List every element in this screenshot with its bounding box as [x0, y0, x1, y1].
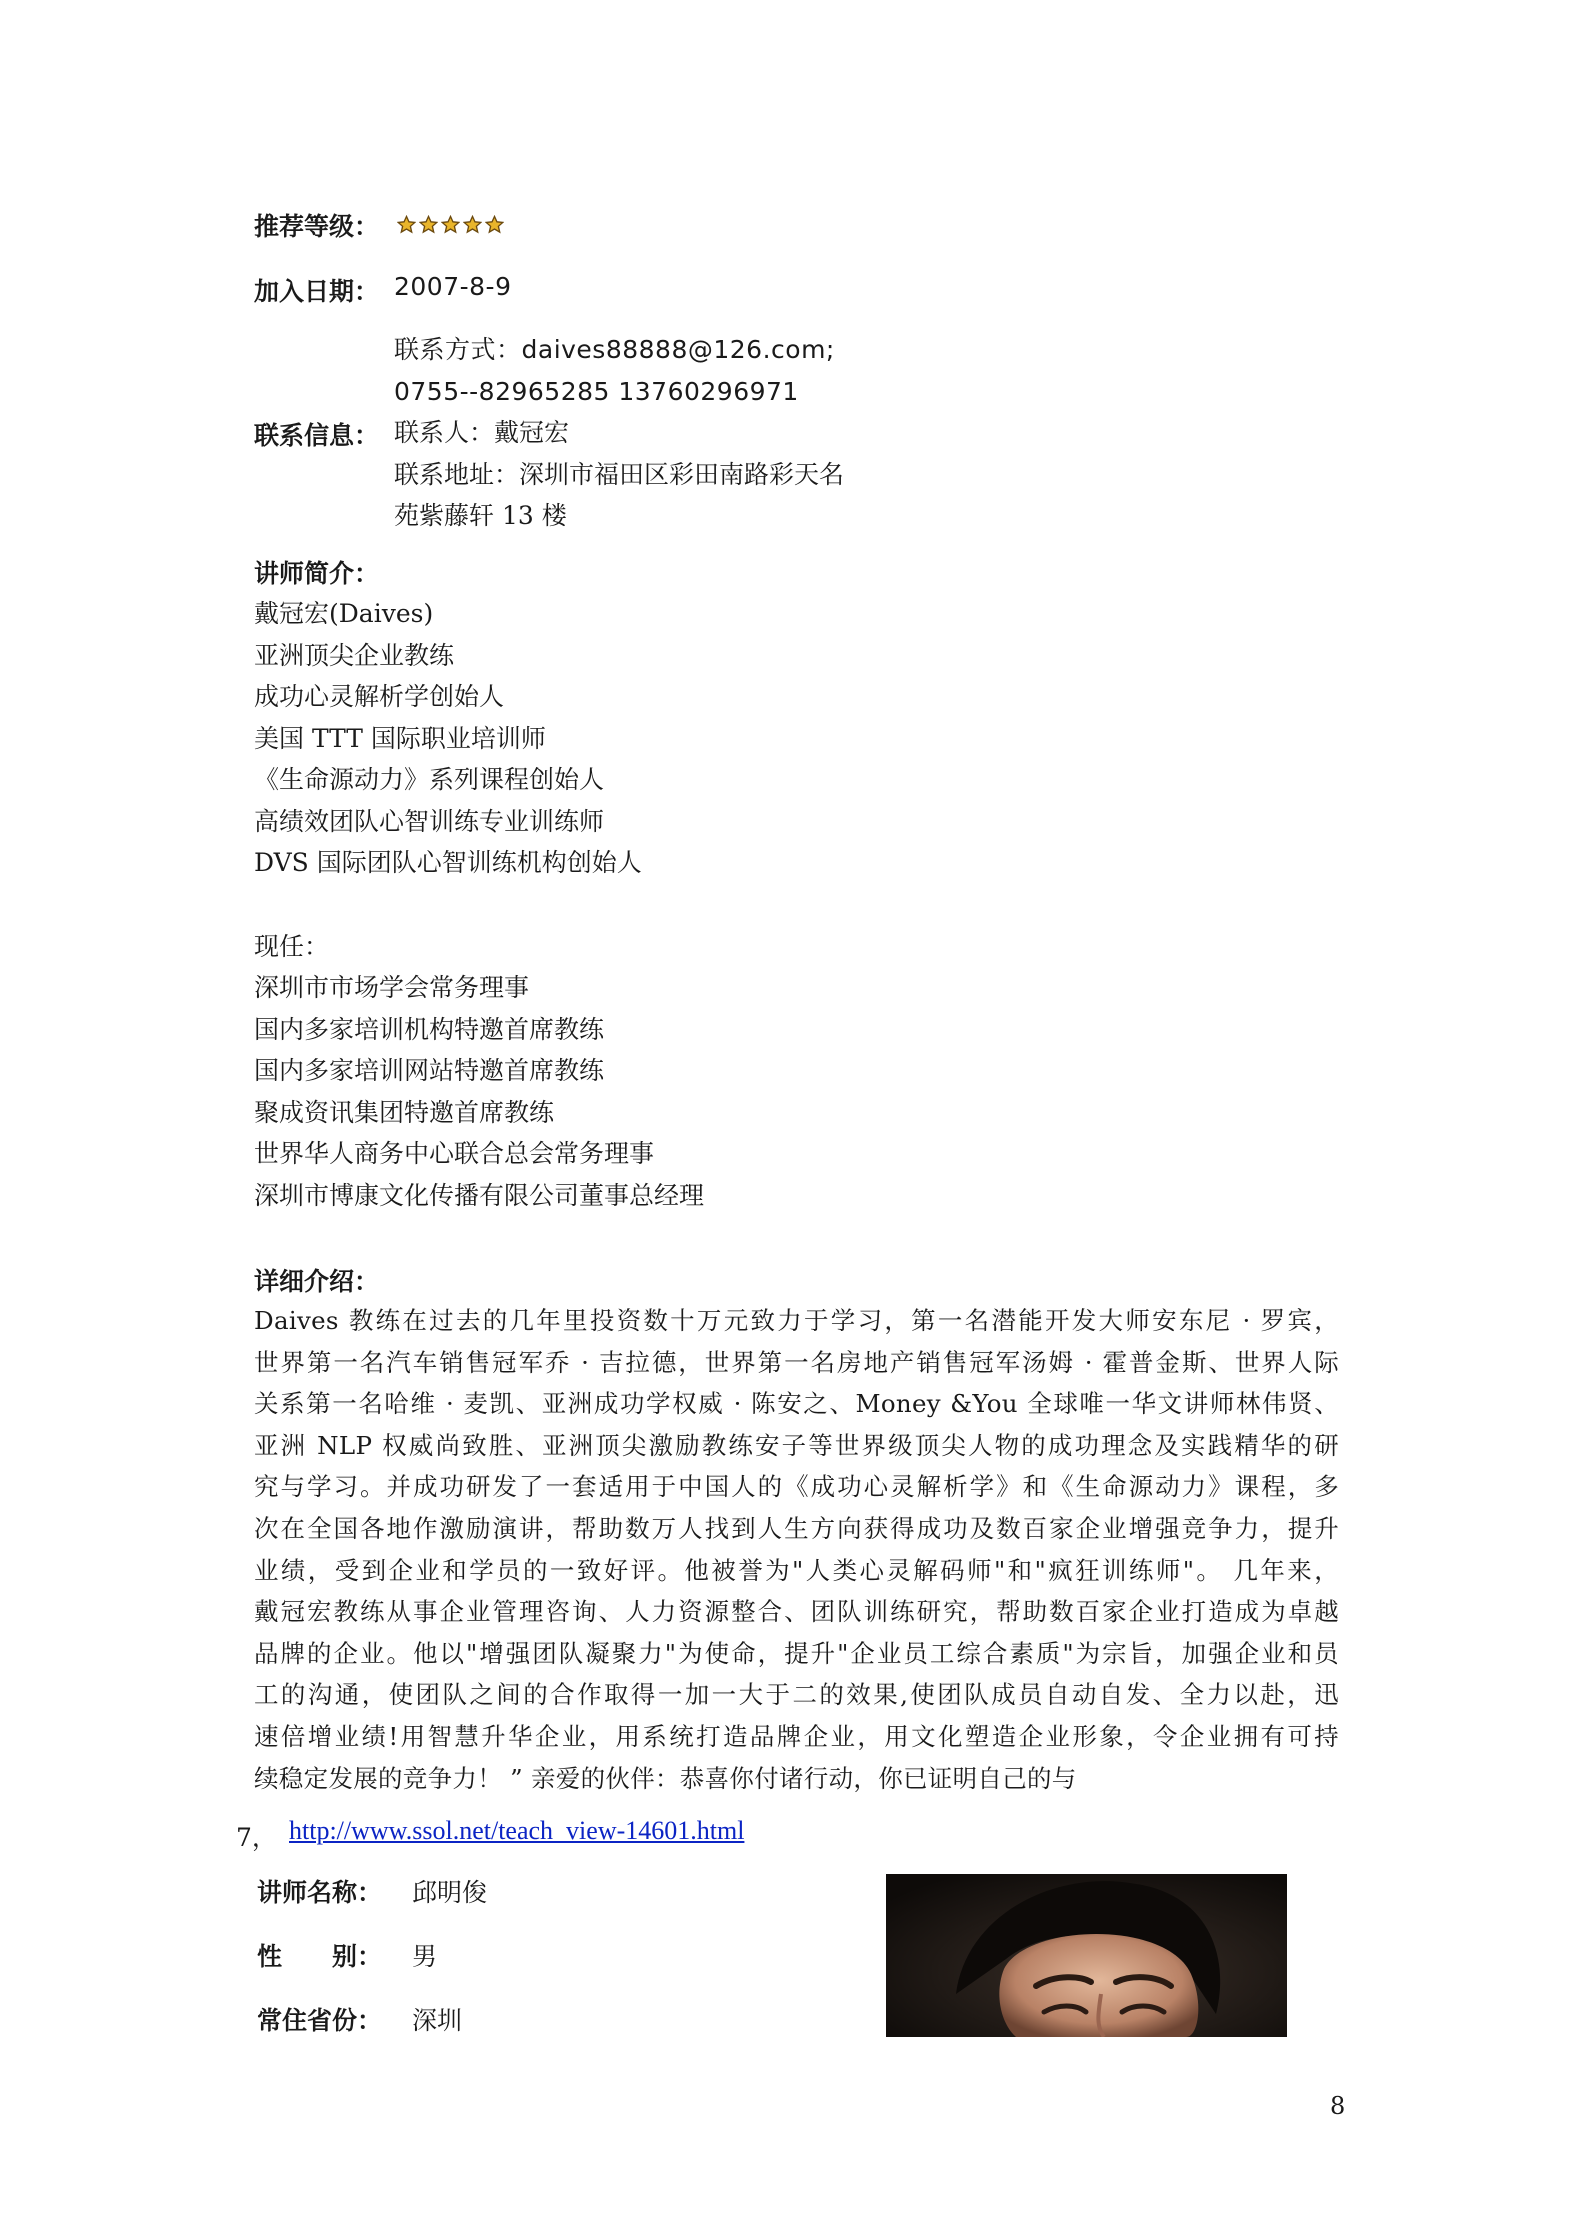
detail-heading: 详细介绍： — [254, 1267, 380, 1296]
star-icon — [441, 215, 460, 234]
detail-line: 究与学习。并成功研发了一套适用于中国人的《成功心灵解析学》和《生命源动力》课程，多 — [254, 1472, 1339, 1502]
current-line: 国内多家培训机构特邀首席教练 — [254, 1014, 605, 1044]
contact-label: 联系信息： — [254, 421, 380, 450]
current-line: 深圳市博康文化传播有限公司董事总经理 — [254, 1180, 705, 1210]
current-line: 国内多家培训网站特邀首席教练 — [254, 1056, 605, 1085]
bio-line: DVS 国际团队心智训练机构创始人 — [254, 848, 642, 877]
detail-line: 工的沟通，使团队之间的合作取得一加一大于二的效果,使团队成员自动自发、全力以赴，迅 — [254, 1680, 1339, 1710]
rating-stars — [397, 215, 504, 234]
star-icon — [485, 215, 504, 234]
detail-line: 次在全国各地作激励演讲，帮助数万人找到人生方向获得成功及数百家企业增强竞争力，提升 — [254, 1513, 1339, 1543]
rating-label: 推荐等级： — [254, 212, 380, 241]
detail-line: 续稳定发展的竞争力！ ” 亲爱的伙伴：恭喜你付诸行动，你已证明自己的与 — [254, 1763, 1077, 1793]
gender-label: 性 别： — [257, 1942, 383, 1971]
detail-line: 业绩，受到企业和学员的一致好评。他被誉为"人类心灵解码师"和"疯狂训练师"。 几年来， — [254, 1555, 1339, 1585]
bio-line: 戴冠宏(Daives) — [254, 599, 434, 628]
detail-line: 品牌的企业。他以"增强团队凝聚力"为使命，提升"企业员工综合素质"为宗旨，加强企业和员 — [254, 1638, 1339, 1668]
contact-info-block — [394, 329, 844, 537]
contact-line: 联系方式：daives88888@126.com; — [394, 335, 835, 364]
teacher-name-value: 邱明俊 — [412, 1878, 488, 1907]
star-icon — [397, 215, 416, 234]
page-number: 8 — [1330, 2092, 1346, 2120]
current-lines — [254, 967, 704, 1216]
contact-line: 联系人：戴冠宏 — [394, 418, 570, 447]
entry-number: 7， — [236, 1823, 277, 1852]
current-line: 世界华人商务中心联合总会常务理事 — [254, 1139, 655, 1168]
teacher-profile-link[interactable]: http://www.ssol.net/teach_view-14601.html — [289, 1816, 745, 1845]
bio-heading: 讲师简介： — [254, 559, 380, 588]
bio-line: 高绩效团队心智训练专业训练师 — [254, 806, 605, 836]
teacher-photo — [886, 1874, 1287, 2037]
current-line: 聚成资讯集团特邀首席教练 — [254, 1097, 555, 1127]
bio-lines — [254, 593, 642, 884]
star-icon — [463, 215, 482, 234]
detail-line: 亚洲 NLP 权威尚致胜、亚洲顶尖激励教练安子等世界级顶尖人物的成功理念及实践精华的研 — [254, 1430, 1339, 1460]
detail-line: 速倍增业绩!用智慧升华企业，用系统打造品牌企业，用文化塑造企业形象，令企业拥有可持 — [254, 1721, 1339, 1751]
join-date-label: 加入日期： — [254, 277, 380, 306]
star-icon — [419, 215, 438, 234]
province-label: 常住省份： — [257, 2006, 383, 2035]
portrait-image — [886, 1874, 1287, 2037]
detail-line: 世界第一名汽车销售冠军乔 · 吉拉德，世界第一名房地产销售冠军汤姆 · 霍普金斯、世界人际 — [254, 1347, 1339, 1377]
bio-line: 美国 TTT 国际职业培训师 — [254, 723, 546, 753]
bio-line: 亚洲顶尖企业教练 — [254, 640, 455, 670]
gender-value: 男 — [412, 1942, 438, 1971]
join-date-value: 2007-8-9 — [394, 272, 512, 301]
detail-paragraph — [254, 1300, 1339, 1799]
bio-line: 成功心灵解析学创始人 — [254, 682, 505, 711]
contact-line: 0755--82965285 13760296971 — [394, 376, 799, 406]
detail-line: 戴冠宏教练从事企业管理咨询、人力资源整合、团队训练研究，帮助数百家企业打造成为卓越 — [254, 1597, 1339, 1627]
detail-line: Daives 教练在过去的几年里投资数十万元致力于学习，第一名潜能开发大师安东尼 · 罗宾， — [254, 1306, 1339, 1335]
current-line: 深圳市市场学会常务理事 — [254, 973, 530, 1002]
contact-line: 苑紫藤轩 13 楼 — [394, 501, 567, 530]
bio-line: 《生命源动力》系列课程创始人 — [254, 765, 605, 794]
detail-line: 关系第一名哈维 · 麦凯、亚洲成功学权威 · 陈安之、Money &You 全球唯一华文讲师林伟贤、 — [254, 1389, 1339, 1419]
province-value: 深圳 — [412, 2006, 463, 2035]
teacher-name-label: 讲师名称： — [257, 1878, 383, 1907]
current-heading: 现任： — [254, 932, 330, 961]
contact-line: 联系地址：深圳市福田区彩田南路彩天名 — [394, 459, 845, 489]
